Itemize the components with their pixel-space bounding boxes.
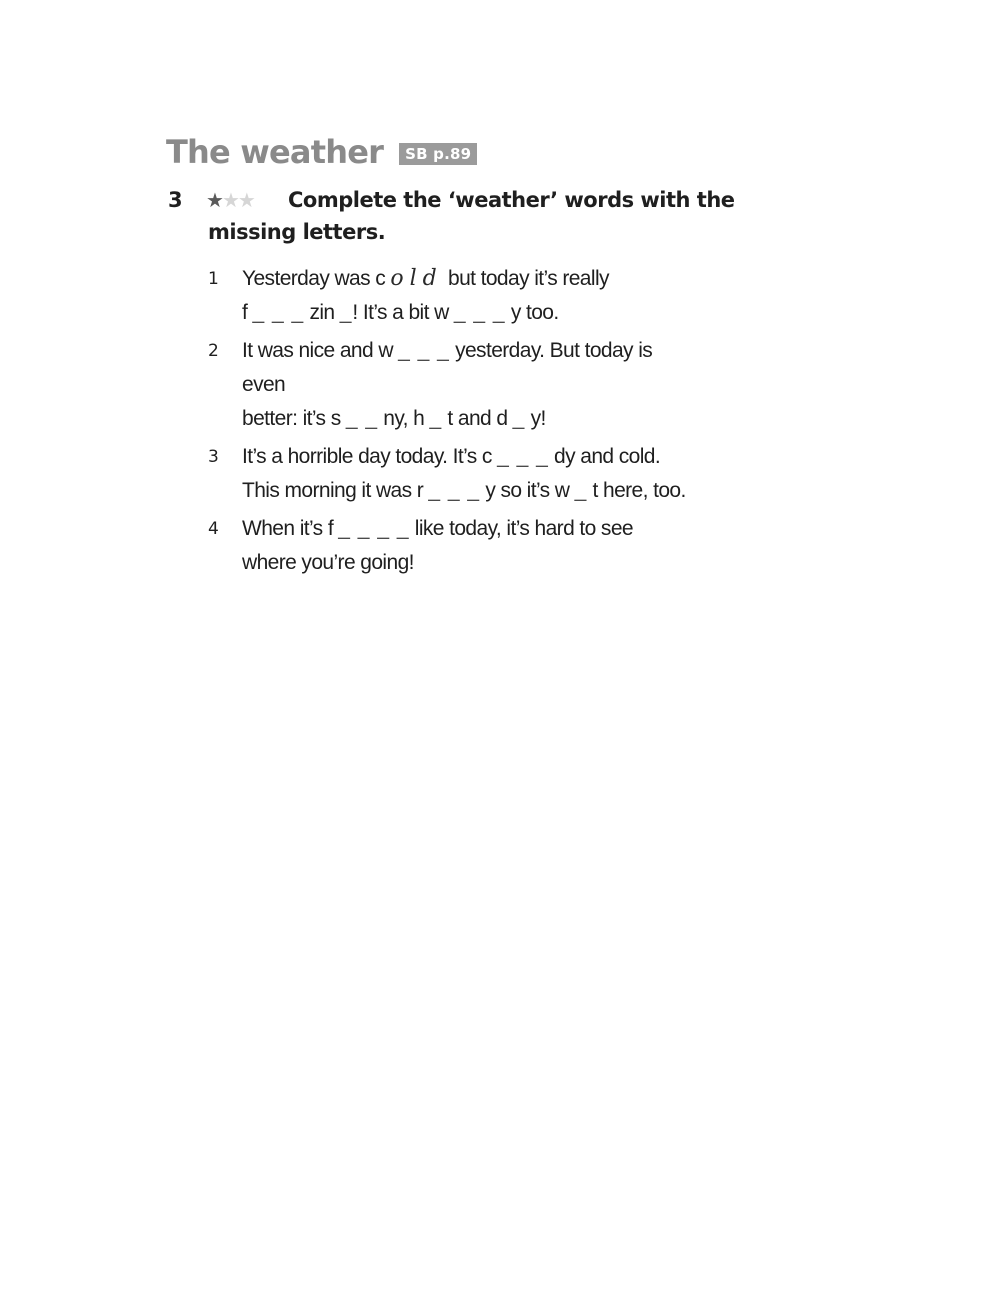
answer-blank[interactable]: _ _ _ [398,339,450,362]
item-text: dy and cold. [548,445,661,468]
answer-blank[interactable]: _ _ _ [252,301,305,324]
item-line [242,402,788,436]
answer-blank[interactable]: _ _ _ [453,301,506,324]
item-line [242,512,788,546]
item-text: This morning it was r [242,479,429,502]
exercise-item [208,334,788,436]
answer-blank[interactable]: _ _ _ [428,479,481,502]
item-number: 1 [208,269,219,289]
item-text: yesterday. But today is [449,339,653,362]
answer-blank[interactable]: _ [512,407,526,430]
item-text: It’s a horrible day today. It’s c [242,445,498,468]
item-text: ! It’s a bit w [352,301,454,324]
item-line [242,474,788,508]
item-line [242,296,788,330]
item-text: like today, it’s hard to see [409,517,633,540]
exercise-item [208,512,788,580]
item-text: It was nice and w [242,339,399,362]
item-line [242,334,788,368]
item-line [242,546,788,580]
item-text: where you’re going! [242,551,414,574]
answer-blank[interactable]: _ [574,479,588,502]
item-text: y so it’s w [480,479,575,502]
item-text: even [242,373,286,396]
answer-blank[interactable]: _ [429,407,443,430]
item-number: 2 [208,341,219,361]
item-text: y! [525,407,546,430]
student-book-page-badge: SB p.89 [399,143,477,165]
item-text: y too. [505,301,559,324]
exercise-item [208,440,788,508]
item-text: f [242,301,253,324]
exercise-number: 3 [168,188,183,212]
star-empty-icon: ★★ [221,188,254,212]
item-text: but today it’s really [442,267,609,290]
exercise-items [208,262,788,584]
exercise-instruction: Complete the ‘weather’ words with the missing letters. [208,188,735,244]
section-heading [166,132,477,172]
answer-blank[interactable]: _ _ [345,407,379,430]
answer-blank[interactable]: _ _ _ [497,445,549,468]
item-number: 3 [208,447,219,467]
handwritten-answer: old [390,266,443,291]
star-filled-icon: ★ [206,188,222,212]
answer-blank[interactable]: _ [339,301,353,324]
item-text: ny, h [378,407,430,430]
item-text: When it’s f [242,517,339,540]
item-text: Yesterday was c [242,267,391,290]
exercise-item [208,262,788,330]
item-number: 4 [208,519,219,539]
item-line [242,262,788,296]
item-text: t here, too. [587,479,686,502]
item-text: t and d [442,407,513,430]
section-title: The weather [166,133,384,171]
answer-blank[interactable]: _ _ _ _ [338,517,410,540]
item-line [242,440,788,474]
item-line [242,368,788,402]
item-text: zin [304,301,340,324]
item-text: better: it’s s [242,407,346,430]
